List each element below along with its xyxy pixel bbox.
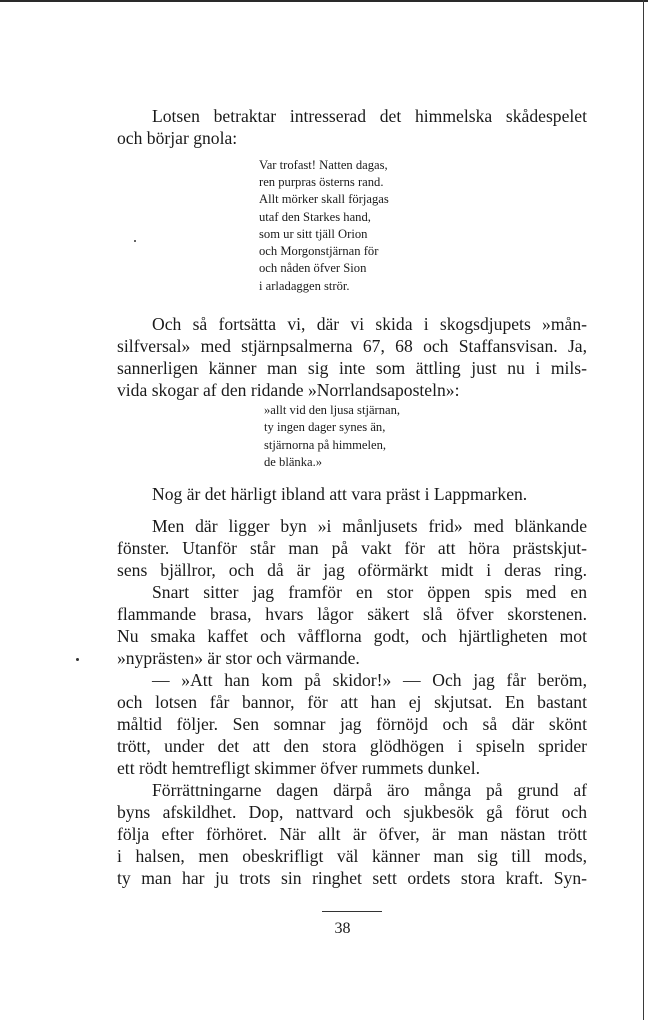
- verse-line: utaf den Starkes hand,: [259, 210, 371, 224]
- text-line: flammande brasa, hvars lågor säkert slå öfver skorstenen.: [117, 604, 587, 624]
- verse-line: Var trofast! Natten dagas,: [259, 158, 388, 172]
- text-line: — »Att han kom på skidor!» — Och jag får beröm,: [152, 670, 587, 690]
- text-line: Lotsen betraktar intresserad det himmelska skådespelet: [152, 106, 587, 126]
- text-line: måltid följer. Sen somnar jag förnöjd och så där skönt: [117, 714, 587, 734]
- text-line: och lotsen får bannor, för att han ej skjutsat. En bastant: [117, 692, 587, 712]
- verse-line: de blänka.»: [264, 455, 323, 469]
- verse-line: »allt vid den ljusa stjärnan,: [264, 403, 401, 417]
- text-line: Snart sitter jag framför en stor öppen spis med en: [152, 582, 587, 602]
- verse-line: ren purpras österns rand.: [259, 175, 384, 189]
- text-line: Förrättningarne dagen därpå äro många på grund af: [152, 780, 587, 800]
- text-line: Nu smaka kaffet och våfflorna godt, och hjärtligheten mot: [117, 626, 587, 646]
- text-line: ett rödt hemtrefligt skimmer öfver rummets dunkel.: [117, 758, 481, 778]
- text-line: ty man har ju trots sin ringhet sett ordets stora kraft. Syn-: [117, 868, 587, 888]
- page-number: 38: [334, 920, 351, 937]
- text-line: och börjar gnola:: [117, 128, 238, 148]
- text-line: följa efter förhöret. När allt är öfver, är man nästan trött: [117, 824, 587, 844]
- text-line: trött, under det att den stora glödhögen i spiseln sprider: [117, 736, 587, 756]
- text-line: silfversal» med stjärnpsalmerna 67, 68 och Staffansvisan. Ja,: [117, 336, 587, 356]
- verse-line: ty ingen dager synes än,: [264, 420, 386, 434]
- text-line: sens bjällror, och då är jag oförmärkt midt i deras ring.: [117, 560, 587, 580]
- text-line: fönster. Utanför står man på vakt för att höra prästskjut-: [117, 538, 587, 558]
- verse-line: Allt mörker skall förjagas: [259, 192, 389, 206]
- text-line: Och så fortsätta vi, där vi skida i skogsdjupets »mån-: [152, 314, 587, 334]
- verse-line: och nåden öfver Sion: [259, 261, 367, 275]
- verse-line: som ur sitt tjäll Orion: [259, 227, 368, 241]
- text-line: vida skogar af den ridande »Norrlandsaposteln»:: [117, 380, 460, 400]
- ink-speck: [76, 658, 79, 661]
- verse-line: stjärnorna på himmelen,: [264, 438, 387, 452]
- text-line: »nyprästen» är stor och värmande.: [117, 648, 360, 668]
- text-line: Nog är det härligt ibland att vara präst i Lappmarken.: [152, 484, 528, 504]
- footer-rule: [322, 911, 382, 912]
- page-right-edge: [643, 0, 644, 1020]
- text-line: byns afskildhet. Dop, nattvard och sjukbesök gå förut och: [117, 802, 587, 822]
- page-top-edge: [0, 0, 648, 2]
- text-line: sannerligen känner man sig inte som ättling just nu i mils-: [117, 358, 587, 378]
- verse-line: i arladaggen strör.: [259, 279, 350, 293]
- text-line: i halsen, men obeskrifligt väl känner man sig till mods,: [117, 846, 587, 866]
- ink-speck: [134, 240, 136, 242]
- verse-line: och Morgonstjärnan för: [259, 244, 379, 258]
- text-line: Men där ligger byn »i månljusets frid» med blänkande: [152, 516, 587, 536]
